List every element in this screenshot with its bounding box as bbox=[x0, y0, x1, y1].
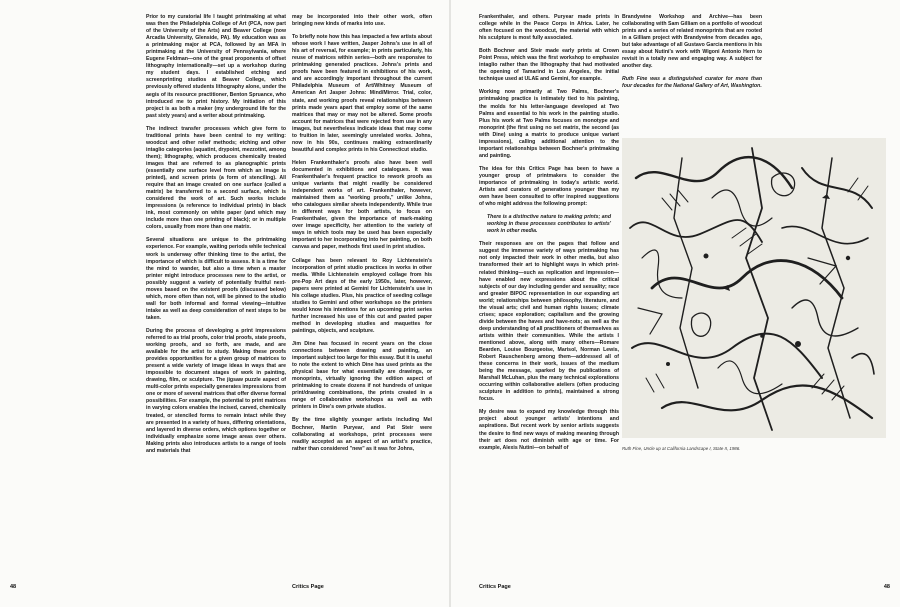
author-bio: Ruth Fine was a distinguished curator for more than four decades for the National Gallery of Art, Washington. bbox=[622, 76, 762, 90]
paragraph: The indirect transfer processes which give form to traditional prints have been central to my writing: woodcut and other relief methods; etching and other intaglio categories (aquatint, drypoint, mezzotint, among them); lithography, which produces chemically treated images that are referred to as planographic prints (essentially one surface level from which an image is printed), and screen prints (a form of stenciling). All require that an image created on one surface (called a matrix) be transferred to a second surface, which is considered the work of art. Such works include impressions (a reference to individual prints) in black ink, most commonly on white paper (and which may include more than one printing of black); or in multiple colors, usually from more than one matrix. bbox=[146, 125, 286, 231]
paragraph: Brandywine Workshop and Archive—has been collaborating with Sam Gilliam on a portfolio of woodcut prints and a series of related monoprints that are rooted in a Gilliam project with Brandywine from decades ago, but take advantage of all Gustavo Garcia mentions in his essay about Nutini's work with Wigoni Antonio Hern to revisit in a totally new and engaging way. A subject for another day. bbox=[622, 14, 762, 70]
section-label-right: Critics Page bbox=[479, 584, 511, 590]
paragraph: By the time slightly younger artists including Mel Bochner, Martin Puryear, and Pat Steir were collaborating at workshops, print processes were readily accepted as an aspect of an artist's practice, rather than considered "new" as it was for Johns, bbox=[292, 417, 432, 452]
paragraph: Both Bochner and Steir made early prints at Crown Point Press, which was the first workshop to emphasize intaglio rather than the lithography that had motivated the opening of Tamarind in Los Angeles, the initial technique used at ULAE and Gemini, for example. bbox=[479, 48, 619, 83]
artwork-image bbox=[622, 138, 886, 438]
paragraph: Helen Frankenthaler's proofs also have been well documented in exhibitions and catalogues. It was Frankenthaler's frequent practice to rework proofs as unique variants that might readily be considered independent works of art. Frankenthaler, however, maintained them as "working proofs," unlike Johns, who catalogues similar sheets independently. While true in different ways for both artists, to focus on Frankenthaler, given the importance of mark-making over image specificity, her attention to the variety of ways in which tools may be used has been especially important to her incorporating into her painting, on both canvas and paper, methods first used in print studios. bbox=[292, 159, 432, 251]
section-label-left: Critics Page bbox=[292, 584, 324, 590]
text-column-2 bbox=[292, 14, 432, 576]
paragraph: The idea for this Critics Page has been to have a younger group of printmakers to consider the importance of printmaking in today's artistic world. Artists and curators of generations younger than my own have been consulted to offer inspired suggestions of who might address the following prompt: bbox=[479, 165, 619, 208]
figure-caption: Ruth Fine, Uncle up at California Landscape I, State II, 1986. bbox=[622, 446, 741, 451]
text-column-3 bbox=[479, 14, 619, 576]
text-column-4 bbox=[622, 14, 762, 132]
paragraph: may be incorporated into their other work, often bringing new kinds of marks into use. bbox=[292, 14, 432, 28]
abstract-ink-drawing bbox=[622, 138, 886, 438]
page-number-right: 48 bbox=[883, 584, 890, 590]
prompt-quote: There is a distinctive nature to making prints; and working in these processes contributes to artists' work in other media. bbox=[487, 214, 611, 235]
paragraph: Several situations are unique to the printmaking experience. For example, waiting periods while technical work is underway offer thinking time to the artist, the importance of which is difficult to assess. It is a time for the mind to wander, but also a time when a master printer might introduce processes new to the artist, or possibly suggest a variety of potentially fruitful next-moves based on the existent proofs (discussed below) which, more often than not, will be pinned to the studio wall for both informal and formal viewing—intuitive intake as well as deep consideration of next steps to be taken. bbox=[146, 237, 286, 321]
page-number-left: 48 bbox=[10, 584, 17, 590]
paragraph: Jim Dine has focused in recent years on the close connections between drawing and painting, an important subject too large for this essay. But it is useful to note the extent to which Dine has used prints as the physical base for what essentially are drawings, or monoprints, virtually ignoring the edition aspect of printmaking to create dozens if not hundreds of unique print/drawing combinations, the prints created in a range of collaborative workshops as well as with printers in Dine's own private studios. bbox=[292, 341, 432, 411]
paragraph: Collage has been relevant to Roy Lichtenstein's incorporation of print studio practices in works in other media. While Lichtenstein employed collage from his pre-Pop Art days of the early 1950s, later, however, papers were printed at Gemini for Lichtenstein's use in his collage studies. Plus, his practice of seeding collage studies to Gemini and other workshops so the printers would know his intentions for an upcoming print series further increased his use of this cut and pasted paper method in developing studies and maquettes for paintings, objects, and sculpture. bbox=[292, 257, 432, 334]
paragraph: My desire was to expand my knowledge through this project about younger artists' intentions and aspirations. But recent work by senior artists suggests the desire to find new ways of making meaning through their art does not diminish with age or time. For example, Alexis Nutini—on behalf of bbox=[479, 409, 619, 451]
paragraph: During the process of developing a print impressions referred to as trial proofs, color trial proofs, state proofs, working proofs, and so forth, are made, and are available for the artist to study. Making these proofs provides opportunities for a given group of matrices to present a wide variety of image ideas in ways that are impossible to document stages of work in painting, drawing, film, or sculpture. The jigsaw puzzle aspect of multi-color prints especially generates impressions from one or more of several matrices that offer diverse formal possibilities. For example, the potential to print matrices in varying colors enables the incised, carved, chemically treated, or stenciled forms to remain intact while they are presented in a variety of hues, differing orientations, and layered in diverse orders, which options together or individually emphasize some image areas over others. Making prints also introduces artists to a range of tools and materials that bbox=[146, 327, 286, 454]
page-gutter bbox=[449, 0, 451, 607]
paragraph: To briefly note how this has impacted a few artists about whose work I have written, Jasper Johns's use in all of his art of reversal, for example; in prints particularly, his reuse of matrices within series—both are responsive to printmaking generated practices. Johns's prints and proofs have been featured in exhibitions of his work, and are accordingly important throughout the current Philadelphia Museum of Art/Whitney Museum of American Art Jasper Johns: Mind/Mirror. Trial, color, state, and working proofs reveal relationships between prints made years apart that employ some of the same matrices that may or may not be altered. Some proofs account for matrices that were rejected from use in any images, but nevertheless indicate ideas that may come to fruition in later, seemingly unrelated works. Johns, now in his 90s, continues making extraordinarily beautiful and complex prints in his Connecticut studio. bbox=[292, 34, 432, 153]
paragraph: Frankenthaler, and others. Puryear made prints in college while in the Peace Corps in Africa. Later, he often focused on the woodcut, the material with which his sculpture is most fully associated. bbox=[479, 14, 619, 42]
paragraph: Prior to my curatorial life I taught printmaking at what was then the Philadelphia College of Art (PCA, now part of the University of the Arts) and Beaver College (now Arcadia University, Glenside, PA). My education was as a printmaking major at PCA, followed by an MFA in printmaking at the University of Pennsylvania, where Eugene Feldman—one of the great proponents of offset lithography internationally—set up a workshop during my student days. I established etching and screenprinting studios at Beaver College, which previously offered students lithography alone, under the aegis of its resource practitioner, Benton Spruance, who introduced me to print history. My initiation of this project is as both a maker (my underground life for the past sixty years) and a writer about printmaking. bbox=[146, 14, 286, 119]
paragraph: Working now primarily at Two Palms, Bochner's printmaking practice is intimately tied to his painting, the molds for his letter-language developed at Two Palms and essential to his work in the painting studio. Plus his work at Two Palms focuses on monotype and monoprint (the first using no set matrix, the second (as with Dine) using a matrix to produce unique variant impressions), calling additional attention to the important relationships between Bochner's printmaking and painting. bbox=[479, 89, 619, 159]
text-column-1 bbox=[146, 14, 286, 576]
paragraph: Their responses are on the pages that follow and suggest the immense variety of ways printmaking has not only impacted their work in other media, but also transformed their art to highlight ways in which print-related thinking—such as replication and impression—have enabled new expressions about the critical subjects of our day including gender and sexuality; race and greater BIPOC representation in our expanding art world; relationships between philosophy, literature, and the visual arts; civil and human rights issues; climate crises; space exploration; capitalism and the growing divide between the haves and have-nots; as well as the deep understanding of all practitioners of themselves as artists within their communities. While the artists I mentioned above, along with many others—Romare Bearden, Louise Bourgeoise, Marisol, Norman Lewis, Robert Rauschenberg among them—addressed all of these concerns in their work, issues of the medium being the message, sparked by the publications of Marshall McLuhan, plus the many technical explorations occurring within collaborative ateliers (often producing sculpture in addition to prints), maintained a strong focus. bbox=[479, 241, 619, 403]
